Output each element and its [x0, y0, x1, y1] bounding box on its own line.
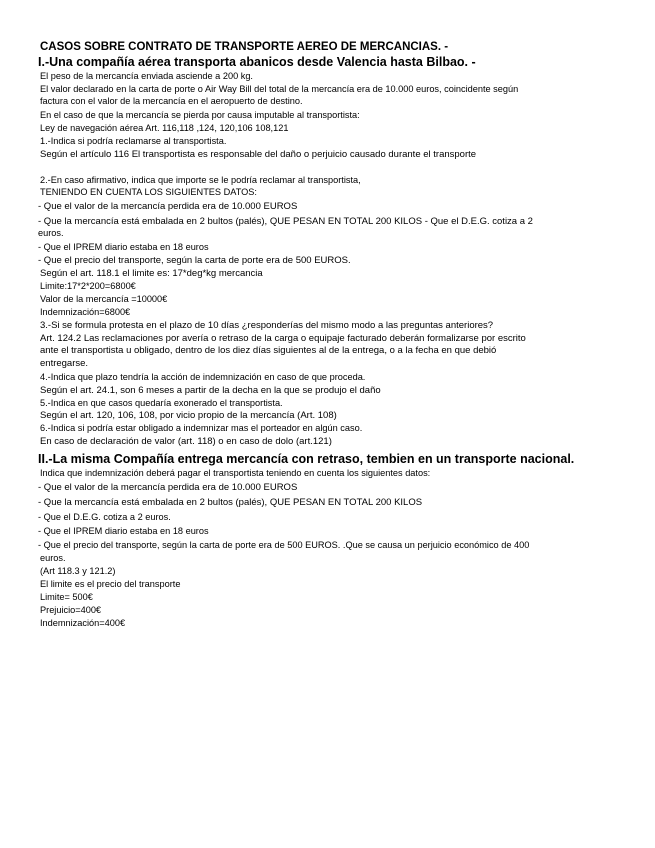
answer-6: En caso de declaración de valor (art. 118) o en caso de dolo (art.121): [40, 436, 332, 447]
section1-intro-line: En el caso de que la mercancía se pierda por causa imputable al transportista:: [40, 110, 360, 120]
question-6: 6.-Indica si podría estar obligado a indemnizar mas el porteador en algún caso.: [40, 423, 363, 433]
answer-2-line: Valor de la mercancía =10000€: [40, 294, 168, 304]
question-3: 3.-Si se formula protesta en el plazo de 10 días ¿responderías del mismo modo a las preguntas anteriores?: [40, 320, 494, 331]
data-bullet: - Que el IPREM diario estaba en 18 euros: [38, 526, 209, 536]
question-2-subtitle: TENIENDO EN CUENTA LOS SIGUIENTES DATOS:: [40, 187, 257, 197]
section1-intro-line: El peso de la mercancía enviada asciende a 200 kg.: [40, 71, 253, 81]
section2-answer-line: Prejuicio=400€: [40, 605, 102, 615]
data-bullet-continuation: euros.: [38, 228, 64, 238]
section2-answer-line: Limite= 500€: [40, 592, 93, 602]
data-bullet: - Que el precio del transporte, según la carta de porte era de 500 EUROS.: [38, 255, 351, 266]
data-bullet-continuation: euros.: [40, 553, 66, 563]
data-bullet: - Que el valor de la mercancía perdida era de 10.000 EUROS: [38, 482, 298, 493]
question-2: 2.-En caso afirmativo, indica que importe se le podría reclamar al transportista,: [40, 175, 361, 185]
question-4: 4.-Indica que plazo tendría la acción de indemnización en caso de que proceda.: [40, 372, 366, 382]
answer-4: Según el art. 24.1, son 6 meses a partir de la decha en la que se produjo el daño: [40, 385, 381, 396]
section2-heading: II.-La misma Compañía entrega mercancía con retraso, tembien en un transporte nacional.: [38, 452, 575, 466]
section1-law-reference: Ley de navegación aérea Art. 116,118 ,124, 120,106 108,121: [40, 123, 289, 133]
answer-2-line: Según el art. 118.1 el limite es: 17*deg*kg mercancia: [40, 268, 263, 279]
data-bullet: - Que el D.E.G. cotiza a 2 euros.: [38, 512, 171, 522]
answer-3-line: entregarse.: [40, 358, 89, 369]
data-bullet: - Que la mercancía está embalada en 2 bultos (palés), QUE PESAN EN TOTAL 200 KILOS: [38, 497, 423, 508]
data-bullet: - Que la mercancía está embalada en 2 bultos (palés), QUE PESAN EN TOTAL 200 KILOS - Que el D.E.G. cotiza a 2: [38, 216, 533, 227]
section2-answer-line: (Art 118.3 y 121.2): [40, 566, 116, 576]
data-bullet: - Que el precio del transporte, según la carta de porte era de 500 EUROS. .Que se causa un perjuicio económico de 400: [38, 540, 530, 550]
answer-3-line: ante el transportista u obligado, dentro de los diez días siguientes al de la entrega, o a la fecha en que debió: [40, 345, 497, 356]
section1-heading: I.-Una compañía aérea transporta abanicos desde Valencia hasta Bilbao. -: [38, 55, 476, 69]
question-1: 1.-Indica si podría reclamarse al transportista.: [40, 136, 227, 146]
answer-1: Según el artículo 116 El transportista es responsable del daño o perjuicio causado durante el transporte: [40, 149, 477, 160]
document-title: CASOS SOBRE CONTRATO DE TRANSPORTE AEREO DE MERCANCIAS. -: [40, 41, 449, 53]
section1-intro-line: factura con el valor de la mercancía en el aeropuerto de destino.: [40, 96, 303, 106]
section2-answer-line: Indemnización=400€: [40, 618, 126, 628]
question-5: 5.-Indica en que casos quedaría exonerado el transportista.: [40, 398, 283, 408]
data-bullet: - Que el valor de la mercancía perdida era de 10.000 EUROS: [38, 201, 298, 212]
answer-2-line: Indemnización=6800€: [40, 307, 131, 317]
answer-5: Según el art. 120, 106, 108, por vicio propio de la mercancía (Art. 108): [40, 410, 337, 421]
section2-answer-line: El limite es el precio del transporte: [40, 579, 181, 589]
section2-intro: Indica que indemnización deberá pagar el transportista teniendo en cuenta los siguientes datos:: [40, 468, 431, 478]
section1-intro-line: El valor declarado en la carta de porte o Air Way Bill del total de la mercancía era de 10.000 euros, coincidente según: [40, 84, 519, 94]
answer-3-line: Art. 124.2 Las reclamaciones por avería o retraso de la carga o equipaje facturado deberán formalizarse por escrito: [40, 333, 526, 344]
data-bullet: - Que el IPREM diario estaba en 18 euros: [38, 242, 209, 252]
answer-2-line: Limite:17*2*200=6800€: [40, 281, 136, 291]
